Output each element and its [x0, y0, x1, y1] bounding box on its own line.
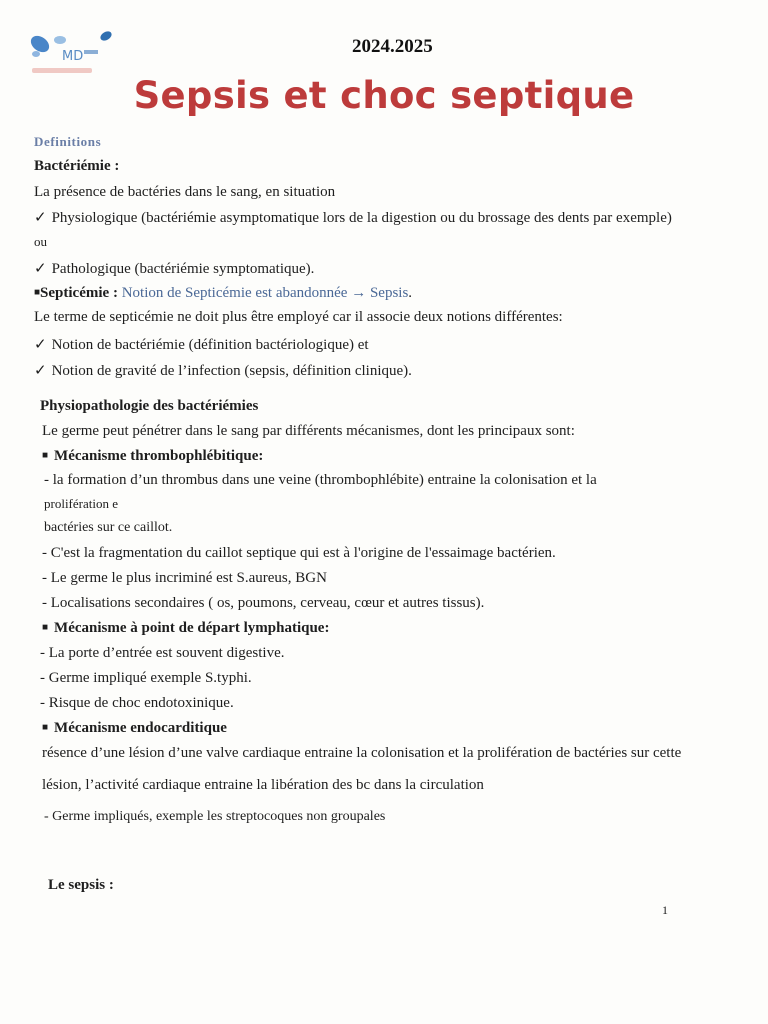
- school-year: 2024.2025: [352, 36, 433, 57]
- list-line: - la formation d’un thrombus dans une veine (thrombophlébite) entraine la colonisation et la: [44, 472, 597, 488]
- mechanism-title: ■ Mécanisme thrombophlébitique:: [42, 448, 264, 464]
- page-title: Sepsis et choc septique: [133, 74, 635, 117]
- list-line: - C'est la fragmentation du caillot septique qui est à l'origine de l'essaimage bactérien.: [42, 545, 556, 561]
- conjunction-text: ou: [34, 234, 47, 249]
- check-icon: ✓: [34, 261, 47, 277]
- term-bacteriemie: Bactériémie :: [34, 158, 120, 174]
- list-line: - Localisations secondaires ( os, poumons, cerveau, cœur et autres tissus).: [42, 595, 485, 611]
- term-septicemie: Septicémie :: [40, 285, 118, 301]
- paragraph-text: Le terme de septicémie ne doit plus être employé car il associe deux notions différentes:: [34, 309, 563, 325]
- page-number: 1: [662, 903, 668, 917]
- mechanism-title: ■ Mécanisme à point de départ lymphatique:: [42, 620, 330, 636]
- section-heading-definitions: Definitions: [34, 134, 102, 149]
- list-line: résence d’une lésion d’une valve cardiaque entraine la colonisation et la prolifération de bactéries sur cette: [42, 745, 682, 761]
- septicemie-line: ■Septicémie : Notion de Septicémie est abandonnée → Sepsis.: [34, 285, 413, 301]
- list-line: prolifération e: [44, 496, 118, 511]
- list-line: - La porte d’entrée est souvent digestive.: [40, 645, 285, 661]
- logo-image: [26, 30, 118, 76]
- list-line: bactéries sur ce caillot.: [44, 520, 173, 535]
- check-icon: ✓: [34, 363, 47, 379]
- list-line: - Risque de choc endotoxinique.: [40, 695, 234, 711]
- check-icon: ✓: [34, 210, 47, 226]
- list-item: ✓ Pathologique (bactériémie symptomatique).: [34, 261, 315, 277]
- definition-text: La présence de bactéries dans le sang, en situation: [34, 184, 336, 200]
- bullet-square-icon: ■: [42, 622, 49, 633]
- list-item: ✓ Notion de bactériémie (définition bactériologique) et: [34, 337, 369, 353]
- bullet-square-icon: ■: [42, 450, 49, 461]
- bullet-square-icon: ■: [34, 287, 41, 298]
- list-item: ✓ Notion de gravité de l’infection (sepsis, définition clinique).: [34, 363, 412, 379]
- section-heading-physiopathology: Physiopathologie des bactériémies: [40, 398, 259, 414]
- mechanism-title: ■ Mécanisme endocarditique: [42, 720, 227, 736]
- check-icon: ✓: [34, 337, 47, 353]
- list-line: - Germe impliqués, exemple les streptocoques non groupales: [44, 809, 386, 824]
- list-line: - Le germe le plus incriminé est S.aureus, BGN: [42, 570, 327, 586]
- list-line: - Germe impliqué exemple S.typhi.: [40, 670, 252, 686]
- list-line: lésion, l’activité cardiaque entraine la libération des bc dans la circulation: [42, 777, 484, 793]
- logo-text: MD: [62, 49, 84, 64]
- abandoned-note: Notion de Septicémie est abandonnée → Sepsis: [121, 285, 409, 301]
- bullet-square-icon: ■: [42, 722, 49, 733]
- section-heading-sepsis: Le sepsis :: [48, 877, 114, 893]
- list-item: ✓ Physiologique (bactériémie asymptomatique lors de la digestion ou du brossage des dents par exemple): [34, 210, 672, 226]
- paragraph-text: Le germe peut pénétrer dans le sang par différents mécanismes, dont les principaux sont:: [42, 423, 575, 439]
